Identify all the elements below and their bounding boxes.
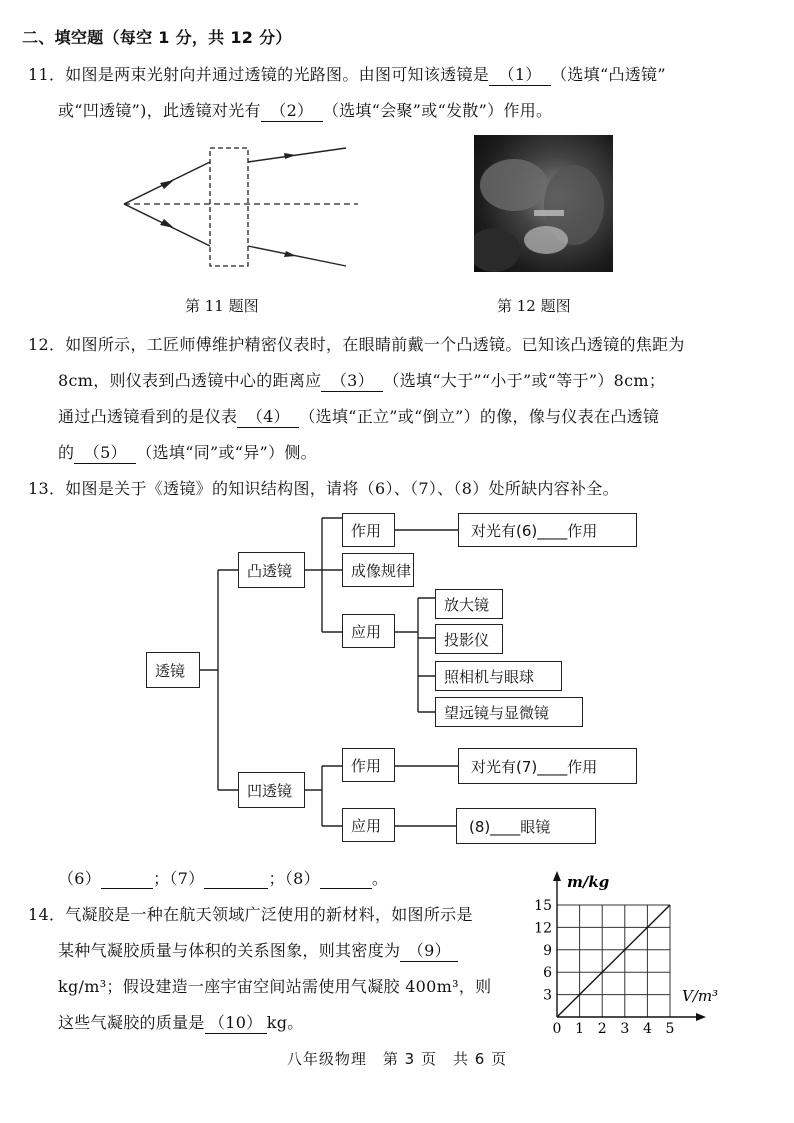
x-tick-label-3: 3 (620, 1021, 630, 1037)
node-convex-effect-detail: 对光有(6)____作用 (458, 513, 637, 547)
blank-6[interactable] (101, 869, 153, 889)
q13-answer-line: （6） ；（7） ；（8） 。 (58, 869, 389, 888)
x-axis-arrow (696, 1013, 706, 1021)
node-app-camera-eye: 照相机与眼球 (435, 661, 562, 691)
q12-line3: 通过凸透镜看到的是仪表 （4） （选填“正立”或“倒立”）的像，像与仪表在凸透镜 (58, 404, 659, 428)
x-tick-label-0: 0 (552, 1021, 562, 1037)
blank-2[interactable]: （2） (261, 98, 323, 122)
node-app-telescope-microscope: 望远镜与显微镜 (435, 697, 583, 727)
node-concave-effect: 作用 (342, 748, 395, 782)
series-line-0 (557, 905, 670, 1017)
mass-volume-chart (525, 865, 740, 1045)
node-concave-lens: 凹透镜 (238, 772, 305, 808)
x-axis-label: V/m³ (682, 987, 719, 1005)
x-tick-label-1: 1 (575, 1021, 585, 1037)
y-tick-label-2: 9 (543, 942, 552, 959)
node-lens: 透镜 (146, 652, 200, 688)
blank-3[interactable]: （3） (321, 368, 383, 392)
caption-fig11: 第 11 题图 (185, 297, 259, 315)
node-convex-apply: 应用 (342, 614, 395, 648)
node-concave-effect-detail: 对光有(7)____作用 (458, 748, 637, 784)
blank-1[interactable]: （1） (489, 62, 551, 86)
blank-5[interactable]: （5） (74, 440, 136, 464)
blank-9[interactable]: （9） (400, 938, 458, 962)
node-convex-lens: 凸透镜 (238, 552, 305, 588)
section-title: 二、填空题（每空 1 分，共 12 分） (22, 28, 292, 47)
node-concave-apply: 应用 (342, 808, 395, 842)
blank-4[interactable]: （4） (237, 404, 299, 428)
q11-line1: 11．如图是两束光射向并通过透镜的光路图。由图可知该透镜是 （1） （选填“凸透镜” (28, 62, 666, 86)
q14-line3: kg/m³；假设建造一座宇宙空间站需使用气凝胶 400m³，则 (58, 977, 492, 996)
caption-fig12: 第 12 题图 (497, 297, 571, 315)
x-tick-label-5: 5 (665, 1021, 675, 1037)
y-tick-label-3: 12 (534, 920, 552, 937)
q14-line1: 14．气凝胶是一种在航天领域广泛使用的新材料，如图所示是 (28, 905, 473, 924)
q13-line1: 13．如图是关于《透镜》的知识结构图，请将（6）、（7）、（8）处所缺内容补全。 (28, 479, 619, 498)
y-axis-arrow (553, 871, 561, 881)
blank-8[interactable] (320, 869, 372, 889)
q11-line2: 或“凹透镜”)，此透镜对光有 （2） （选填“会聚”或“发散”）作用。 (58, 98, 552, 122)
q12-line1: 12．如图所示，工匠师傅维护精密仪表时，在眼睛前戴一个凸透镜。已知该凸透镜的焦距为 (28, 335, 685, 354)
q12-line2: 8cm，则仪表到凸透镜中心的距离应 （3） （选填“大于”“小于”或“等于”）8cm； (58, 368, 665, 392)
q12-line4: 的 （5） （选填“同”或“异”）侧。 (58, 440, 317, 464)
node-app-magnifier: 放大镜 (435, 589, 503, 619)
y-tick-label-4: 15 (534, 898, 552, 914)
q14-line4: 这些气凝胶的质量是 （10） kg。 (58, 1010, 304, 1034)
y-tick-label-0: 3 (543, 987, 552, 1004)
node-concave-apply-detail: (8)____眼镜 (456, 808, 596, 844)
q14-line2: 某种气凝胶质量与体积的关系图象，则其密度为 （9） (58, 938, 458, 962)
blank-7[interactable] (204, 869, 268, 889)
page-footer: 八年级物理 第 3 页 共 6 页 (286, 1050, 508, 1068)
node-imaging-rule: 成像规律 (342, 553, 414, 587)
node-app-projector: 投影仪 (435, 624, 503, 654)
y-tick-label-1: 6 (543, 965, 552, 982)
blank-10[interactable]: （10） (205, 1010, 267, 1034)
x-tick-label-4: 4 (642, 1021, 652, 1037)
y-axis-label: m/kg (567, 873, 610, 891)
x-tick-label-2: 2 (597, 1021, 607, 1037)
node-convex-effect: 作用 (342, 513, 395, 547)
